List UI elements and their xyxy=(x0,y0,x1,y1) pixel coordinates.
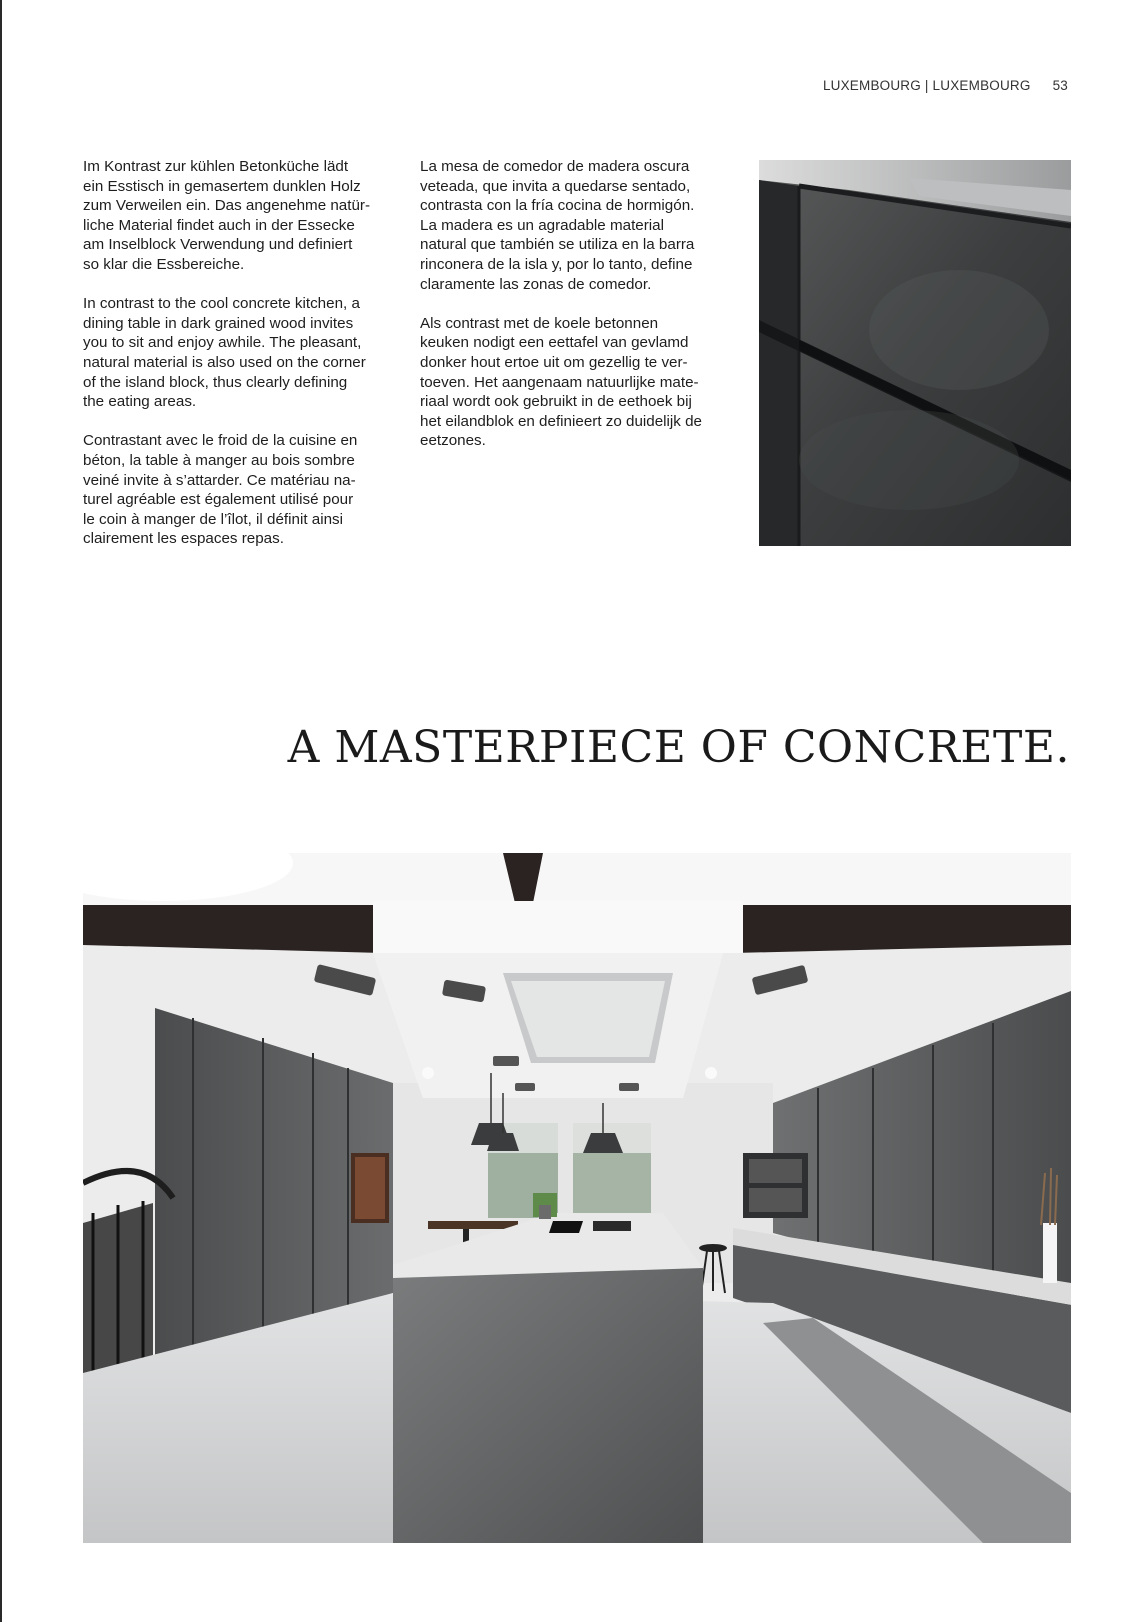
kitchen-photo xyxy=(83,853,1071,1543)
paragraph-french: Contrastant avec le froid de la cuisine en béton, la table à manger au bois sombre veiné invite à s’attarder. Ce matériau na- turel agréable est également utilisé pour le coin à manger de l’îlot, il définit ainsi clairement les espaces repas. xyxy=(83,432,358,548)
running-header xyxy=(823,78,1068,93)
text-column-middle xyxy=(420,157,730,471)
cabinet-detail-photo xyxy=(759,160,1071,546)
page-number: 53 xyxy=(1052,78,1068,93)
paragraph-spanish: La mesa de comedor de madera oscura veteada, que invita a quedarse sentado, contrasta con la fría cocina de hormigón. La madera es un agradable material natural que también se utiliza en la barra rinconera de la isla y, por lo tanto, define claramente las zonas de comedor. xyxy=(420,158,695,293)
paragraph-dutch: Als contrast met de koele betonnen keuken nodigt een eettafel van gevlamd donker hout ertoe uit om gezellig te ver- toeven. Het aangenaam natuurlijke mate- riaal wordt ook gebruikt in de eethoek bij het eilandblok en definieert zo duidelijk de eetzones. xyxy=(420,314,703,450)
page-edge-rule xyxy=(0,0,2,1622)
paragraph-german: Im Kontrast zur kühlen Betonküche lädt ein Esstisch in gemasertem dunklen Holz zum Verweilen ein. Das angenehme natür- liche Material findet auch in der Essecke am Inselblock Verwendung und definiert so klar die Essbereiche. xyxy=(83,158,371,273)
text-column-left xyxy=(83,157,393,568)
headline: A MASTERPIECE OF CONCRETE. xyxy=(287,722,1070,773)
running-title: LUXEMBOURG | LUXEMBOURG xyxy=(822,78,1031,93)
paragraph-english: In contrast to the cool concrete kitchen, a dining table in dark grained wood invites you to sit and enjoy awhile. The pleasant, natural material is also used on the corner of the island block, thus clearly defining the eating areas. xyxy=(83,295,366,411)
